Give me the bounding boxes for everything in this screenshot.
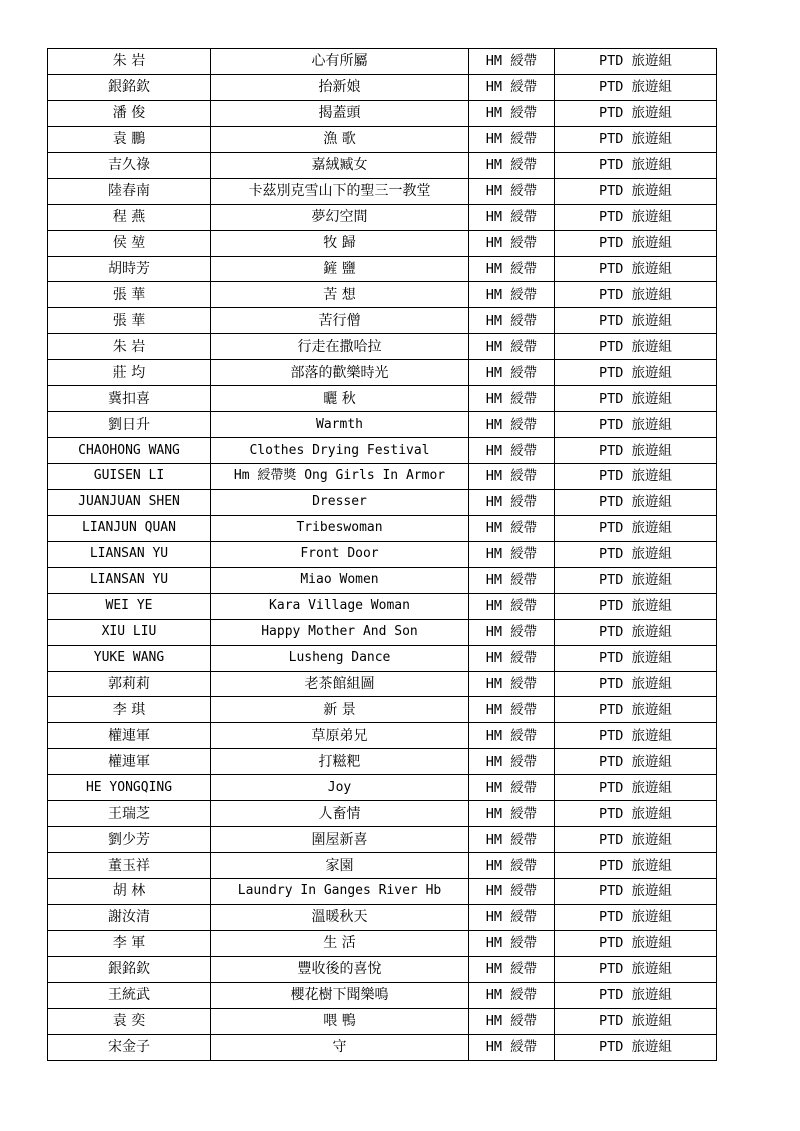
work-title-cell: 豐收後的喜悅 <box>211 956 469 982</box>
author-name-cell: 潘 俊 <box>48 100 211 126</box>
table-row <box>48 49 717 75</box>
work-title-cell: 苦行僧 <box>211 308 469 334</box>
work-title-cell: Lusheng Dance <box>211 645 469 671</box>
work-title-cell: 圍屋新喜 <box>211 827 469 853</box>
table-row <box>48 334 717 360</box>
group-cell: PTD 旅遊組 <box>555 74 717 100</box>
author-name-cell: 李 軍 <box>48 930 211 956</box>
work-title-cell: 夢幻空間 <box>211 204 469 230</box>
author-name-cell: 謝汝清 <box>48 904 211 930</box>
author-name-cell: 王瑞芝 <box>48 801 211 827</box>
author-name-cell: 侯 堃 <box>48 230 211 256</box>
award-cell: HM 綬帶 <box>469 1008 555 1034</box>
group-cell: PTD 旅遊組 <box>555 412 717 438</box>
work-title-cell: 櫻花樹下聞樂鳴 <box>211 982 469 1008</box>
group-cell: PTD 旅遊組 <box>555 334 717 360</box>
work-title-cell: 嘉絨臧女 <box>211 152 469 178</box>
author-name-cell: JUANJUAN SHEN <box>48 489 211 515</box>
work-title-cell: 守 <box>211 1034 469 1060</box>
group-cell: PTD 旅遊組 <box>555 593 717 619</box>
award-cell: HM 綬帶 <box>469 438 555 464</box>
table-row <box>48 930 717 956</box>
award-cell: HM 綬帶 <box>469 412 555 438</box>
author-name-cell: WEI YE <box>48 593 211 619</box>
work-title-cell: 抬新娘 <box>211 74 469 100</box>
award-cell: HM 綬帶 <box>469 775 555 801</box>
author-name-cell: 朱 岩 <box>48 334 211 360</box>
table-row <box>48 438 717 464</box>
author-name-cell: 權連軍 <box>48 723 211 749</box>
award-cell: HM 綬帶 <box>469 801 555 827</box>
author-name-cell: CHAOHONG WANG <box>48 438 211 464</box>
table-row <box>48 178 717 204</box>
table-row <box>48 879 717 905</box>
group-cell: PTD 旅遊組 <box>555 438 717 464</box>
work-title-cell: Miao Women <box>211 567 469 593</box>
table-row <box>48 956 717 982</box>
award-cell: HM 綬帶 <box>469 904 555 930</box>
group-cell: PTD 旅遊組 <box>555 749 717 775</box>
work-title-cell: 卡茲別克雪山下的聖三一教堂 <box>211 178 469 204</box>
group-cell: PTD 旅遊組 <box>555 904 717 930</box>
group-cell: PTD 旅遊組 <box>555 126 717 152</box>
group-cell: PTD 旅遊組 <box>555 100 717 126</box>
work-title-cell: 揭蓋頭 <box>211 100 469 126</box>
work-title-cell: 牧 歸 <box>211 230 469 256</box>
group-cell: PTD 旅遊組 <box>555 230 717 256</box>
work-title-cell: 新 景 <box>211 697 469 723</box>
group-cell: PTD 旅遊組 <box>555 256 717 282</box>
table-row <box>48 749 717 775</box>
award-list-body <box>48 49 717 1061</box>
author-name-cell: 冀扣喜 <box>48 386 211 412</box>
author-name-cell: 王統武 <box>48 982 211 1008</box>
award-cell: HM 綬帶 <box>469 308 555 334</box>
award-cell: HM 綬帶 <box>469 515 555 541</box>
work-title-cell: Tribeswoman <box>211 515 469 541</box>
award-cell: HM 綬帶 <box>469 74 555 100</box>
table-row <box>48 489 717 515</box>
table-row <box>48 593 717 619</box>
table-row <box>48 152 717 178</box>
table-row <box>48 619 717 645</box>
author-name-cell: 銀銘欽 <box>48 74 211 100</box>
table-row <box>48 697 717 723</box>
table-row <box>48 282 717 308</box>
author-name-cell: 董玉祥 <box>48 853 211 879</box>
author-name-cell: LIANJUN QUAN <box>48 515 211 541</box>
table-row <box>48 645 717 671</box>
award-cell: HM 綬帶 <box>469 334 555 360</box>
table-row <box>48 464 717 490</box>
table-row <box>48 100 717 126</box>
award-cell: HM 綬帶 <box>469 126 555 152</box>
author-name-cell: HE YONGQING <box>48 775 211 801</box>
group-cell: PTD 旅遊組 <box>555 152 717 178</box>
award-cell: HM 綬帶 <box>469 464 555 490</box>
work-title-cell: Dresser <box>211 489 469 515</box>
group-cell: PTD 旅遊組 <box>555 930 717 956</box>
author-name-cell: 胡時芳 <box>48 256 211 282</box>
work-title-cell: 生 活 <box>211 930 469 956</box>
award-list-table-wrapper <box>47 48 717 1061</box>
award-cell: HM 綬帶 <box>469 827 555 853</box>
group-cell: PTD 旅遊組 <box>555 178 717 204</box>
work-title-cell: Hm 綬帶獎 Ong Girls In Armor <box>211 464 469 490</box>
group-cell: PTD 旅遊組 <box>555 204 717 230</box>
table-row <box>48 723 717 749</box>
group-cell: PTD 旅遊組 <box>555 645 717 671</box>
author-name-cell: 宋金子 <box>48 1034 211 1060</box>
table-row <box>48 541 717 567</box>
author-name-cell: LIANSAN YU <box>48 567 211 593</box>
author-name-cell: LIANSAN YU <box>48 541 211 567</box>
author-name-cell: 朱 岩 <box>48 49 211 75</box>
award-cell: HM 綬帶 <box>469 956 555 982</box>
award-cell: HM 綬帶 <box>469 489 555 515</box>
table-row <box>48 904 717 930</box>
award-cell: HM 綬帶 <box>469 282 555 308</box>
group-cell: PTD 旅遊組 <box>555 541 717 567</box>
group-cell: PTD 旅遊組 <box>555 775 717 801</box>
work-title-cell: 曬 秋 <box>211 386 469 412</box>
table-row <box>48 1008 717 1034</box>
award-cell: HM 綬帶 <box>469 360 555 386</box>
award-cell: HM 綬帶 <box>469 49 555 75</box>
award-cell: HM 綬帶 <box>469 671 555 697</box>
group-cell: PTD 旅遊組 <box>555 956 717 982</box>
author-name-cell: 銀銘欽 <box>48 956 211 982</box>
group-cell: PTD 旅遊組 <box>555 489 717 515</box>
award-cell: HM 綬帶 <box>469 386 555 412</box>
group-cell: PTD 旅遊組 <box>555 853 717 879</box>
author-name-cell: 李 琪 <box>48 697 211 723</box>
table-row <box>48 567 717 593</box>
table-row <box>48 412 717 438</box>
author-name-cell: 劉日升 <box>48 412 211 438</box>
award-cell: HM 綬帶 <box>469 930 555 956</box>
work-title-cell: 草原弟兄 <box>211 723 469 749</box>
group-cell: PTD 旅遊組 <box>555 464 717 490</box>
author-name-cell: GUISEN LI <box>48 464 211 490</box>
work-title-cell: Front Door <box>211 541 469 567</box>
work-title-cell: Laundry In Ganges River Hb <box>211 879 469 905</box>
table-row <box>48 775 717 801</box>
group-cell: PTD 旅遊組 <box>555 697 717 723</box>
table-row <box>48 386 717 412</box>
award-cell: HM 綬帶 <box>469 178 555 204</box>
award-cell: HM 綬帶 <box>469 593 555 619</box>
award-cell: HM 綬帶 <box>469 723 555 749</box>
award-cell: HM 綬帶 <box>469 230 555 256</box>
table-row <box>48 204 717 230</box>
award-cell: HM 綬帶 <box>469 749 555 775</box>
group-cell: PTD 旅遊組 <box>555 49 717 75</box>
table-row <box>48 982 717 1008</box>
author-name-cell: XIU LIU <box>48 619 211 645</box>
author-name-cell: 郭莉莉 <box>48 671 211 697</box>
work-title-cell: 部落的歡樂時光 <box>211 360 469 386</box>
group-cell: PTD 旅遊組 <box>555 879 717 905</box>
work-title-cell: 家園 <box>211 853 469 879</box>
work-title-cell: 心有所屬 <box>211 49 469 75</box>
group-cell: PTD 旅遊組 <box>555 723 717 749</box>
table-row <box>48 515 717 541</box>
work-title-cell: 鏟 鹽 <box>211 256 469 282</box>
table-row <box>48 360 717 386</box>
award-cell: HM 綬帶 <box>469 100 555 126</box>
work-title-cell: 行走在撒哈拉 <box>211 334 469 360</box>
table-row <box>48 230 717 256</box>
award-cell: HM 綬帶 <box>469 152 555 178</box>
award-cell: HM 綬帶 <box>469 567 555 593</box>
table-row <box>48 126 717 152</box>
group-cell: PTD 旅遊組 <box>555 982 717 1008</box>
group-cell: PTD 旅遊組 <box>555 1034 717 1060</box>
award-cell: HM 綬帶 <box>469 853 555 879</box>
work-title-cell: 漁 歌 <box>211 126 469 152</box>
group-cell: PTD 旅遊組 <box>555 282 717 308</box>
award-cell: HM 綬帶 <box>469 204 555 230</box>
group-cell: PTD 旅遊組 <box>555 386 717 412</box>
table-row <box>48 853 717 879</box>
author-name-cell: 張 華 <box>48 282 211 308</box>
table-row <box>48 1034 717 1060</box>
work-title-cell: Joy <box>211 775 469 801</box>
work-title-cell: Happy Mother And Son <box>211 619 469 645</box>
author-name-cell: 劉少芳 <box>48 827 211 853</box>
group-cell: PTD 旅遊組 <box>555 801 717 827</box>
work-title-cell: 苦 想 <box>211 282 469 308</box>
table-row <box>48 256 717 282</box>
author-name-cell: 陸春南 <box>48 178 211 204</box>
award-cell: HM 綬帶 <box>469 982 555 1008</box>
author-name-cell: YUKE WANG <box>48 645 211 671</box>
table-row <box>48 671 717 697</box>
group-cell: PTD 旅遊組 <box>555 515 717 541</box>
table-row <box>48 801 717 827</box>
work-title-cell: Warmth <box>211 412 469 438</box>
award-list-table <box>47 48 717 1061</box>
table-row <box>48 827 717 853</box>
award-cell: HM 綬帶 <box>469 541 555 567</box>
work-title-cell: 老茶館組圖 <box>211 671 469 697</box>
work-title-cell: 喂 鴨 <box>211 1008 469 1034</box>
award-cell: HM 綬帶 <box>469 1034 555 1060</box>
group-cell: PTD 旅遊組 <box>555 1008 717 1034</box>
author-name-cell: 張 華 <box>48 308 211 334</box>
group-cell: PTD 旅遊組 <box>555 827 717 853</box>
award-cell: HM 綬帶 <box>469 879 555 905</box>
author-name-cell: 胡 林 <box>48 879 211 905</box>
group-cell: PTD 旅遊組 <box>555 308 717 334</box>
group-cell: PTD 旅遊組 <box>555 671 717 697</box>
work-title-cell: Kara Village Woman <box>211 593 469 619</box>
author-name-cell: 程 燕 <box>48 204 211 230</box>
author-name-cell: 莊 均 <box>48 360 211 386</box>
group-cell: PTD 旅遊組 <box>555 619 717 645</box>
group-cell: PTD 旅遊組 <box>555 567 717 593</box>
author-name-cell: 權連軍 <box>48 749 211 775</box>
work-title-cell: 打糍粑 <box>211 749 469 775</box>
work-title-cell: 人畜情 <box>211 801 469 827</box>
award-cell: HM 綬帶 <box>469 645 555 671</box>
award-cell: HM 綬帶 <box>469 256 555 282</box>
author-name-cell: 袁 鵬 <box>48 126 211 152</box>
work-title-cell: Clothes Drying Festival <box>211 438 469 464</box>
group-cell: PTD 旅遊組 <box>555 360 717 386</box>
table-row <box>48 308 717 334</box>
award-cell: HM 綬帶 <box>469 697 555 723</box>
award-cell: HM 綬帶 <box>469 619 555 645</box>
author-name-cell: 袁 奕 <box>48 1008 211 1034</box>
table-row <box>48 74 717 100</box>
work-title-cell: 溫暖秋天 <box>211 904 469 930</box>
author-name-cell: 吉久祿 <box>48 152 211 178</box>
